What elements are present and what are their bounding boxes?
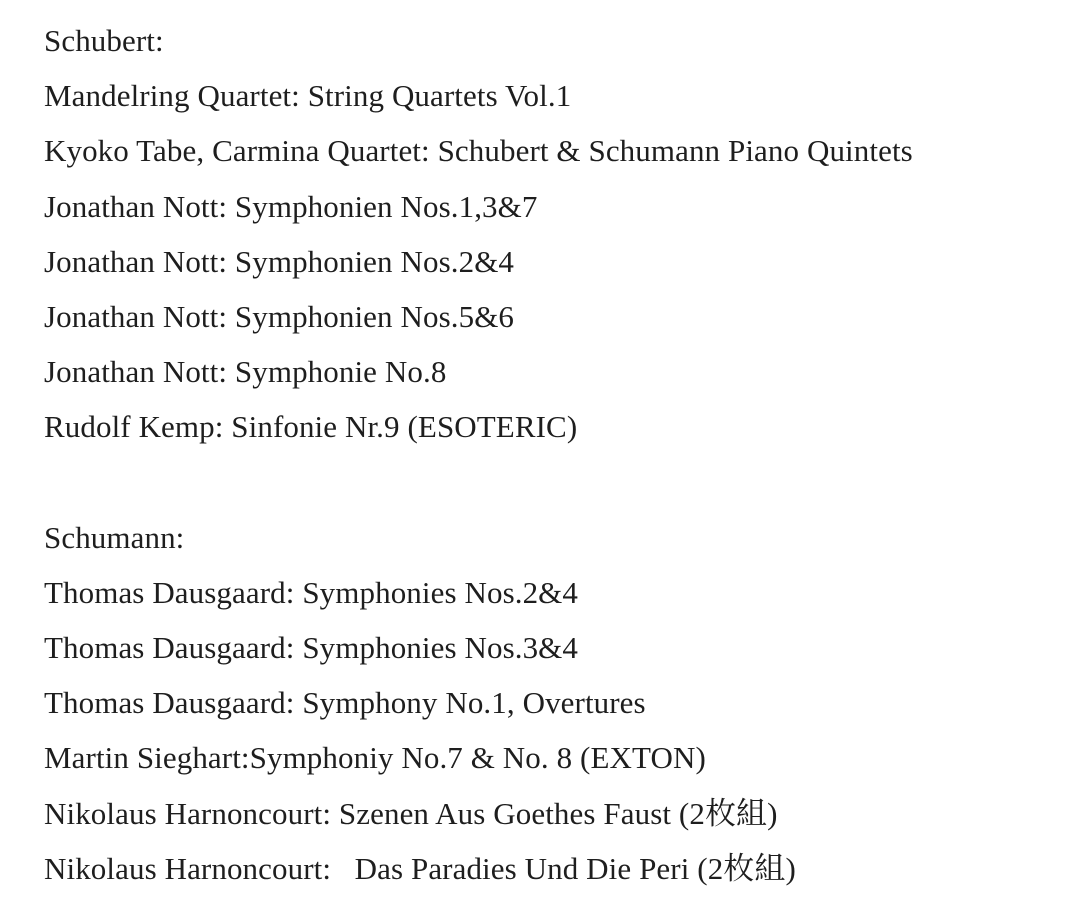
list-item: Mandelring Quartet: String Quartets Vol.1 (44, 78, 572, 114)
list-item: Thomas Dausgaard: Symphonies Nos.3&4 (44, 630, 578, 666)
list-item: Rudolf Kemp: Sinfonie Nr.9 (ESOTERIC) (44, 409, 578, 445)
list-item: Thomas Dausgaard: Symphonies Nos.2&4 (44, 574, 578, 610)
list-item: Jonathan Nott: Symphonien Nos.5&6 (44, 298, 515, 334)
list-item: Kyoko Tabe, Carmina Quartet: Schubert & Schumann Piano Quintets (44, 133, 913, 169)
list-item: Jonathan Nott: Symphonie No.8 (44, 354, 447, 390)
list-item: Jonathan Nott: Symphonien Nos.2&4 (44, 243, 515, 279)
list-item: Thomas Dausgaard: Symphony No.1, Overtures (44, 685, 646, 721)
section-heading-schumann: Schumann: (44, 519, 185, 555)
list-item: Nikolaus Harnoncourt: Das Paradies Und Die Peri (2枚組) (44, 850, 796, 886)
list-item: Nikolaus Harnoncourt: Szenen Aus Goethes Faust (2枚組) (44, 795, 778, 831)
section-heading-schubert: Schubert: (44, 23, 164, 58)
document-body (44, 18, 1070, 901)
list-item: Martin Sieghart:Symphoniy No.7 & No. 8 (EXTON) (44, 740, 706, 776)
list-item: Jonathan Nott: Symphonien Nos.1,3&7 (44, 188, 538, 224)
section-spacer (44, 460, 1070, 515)
